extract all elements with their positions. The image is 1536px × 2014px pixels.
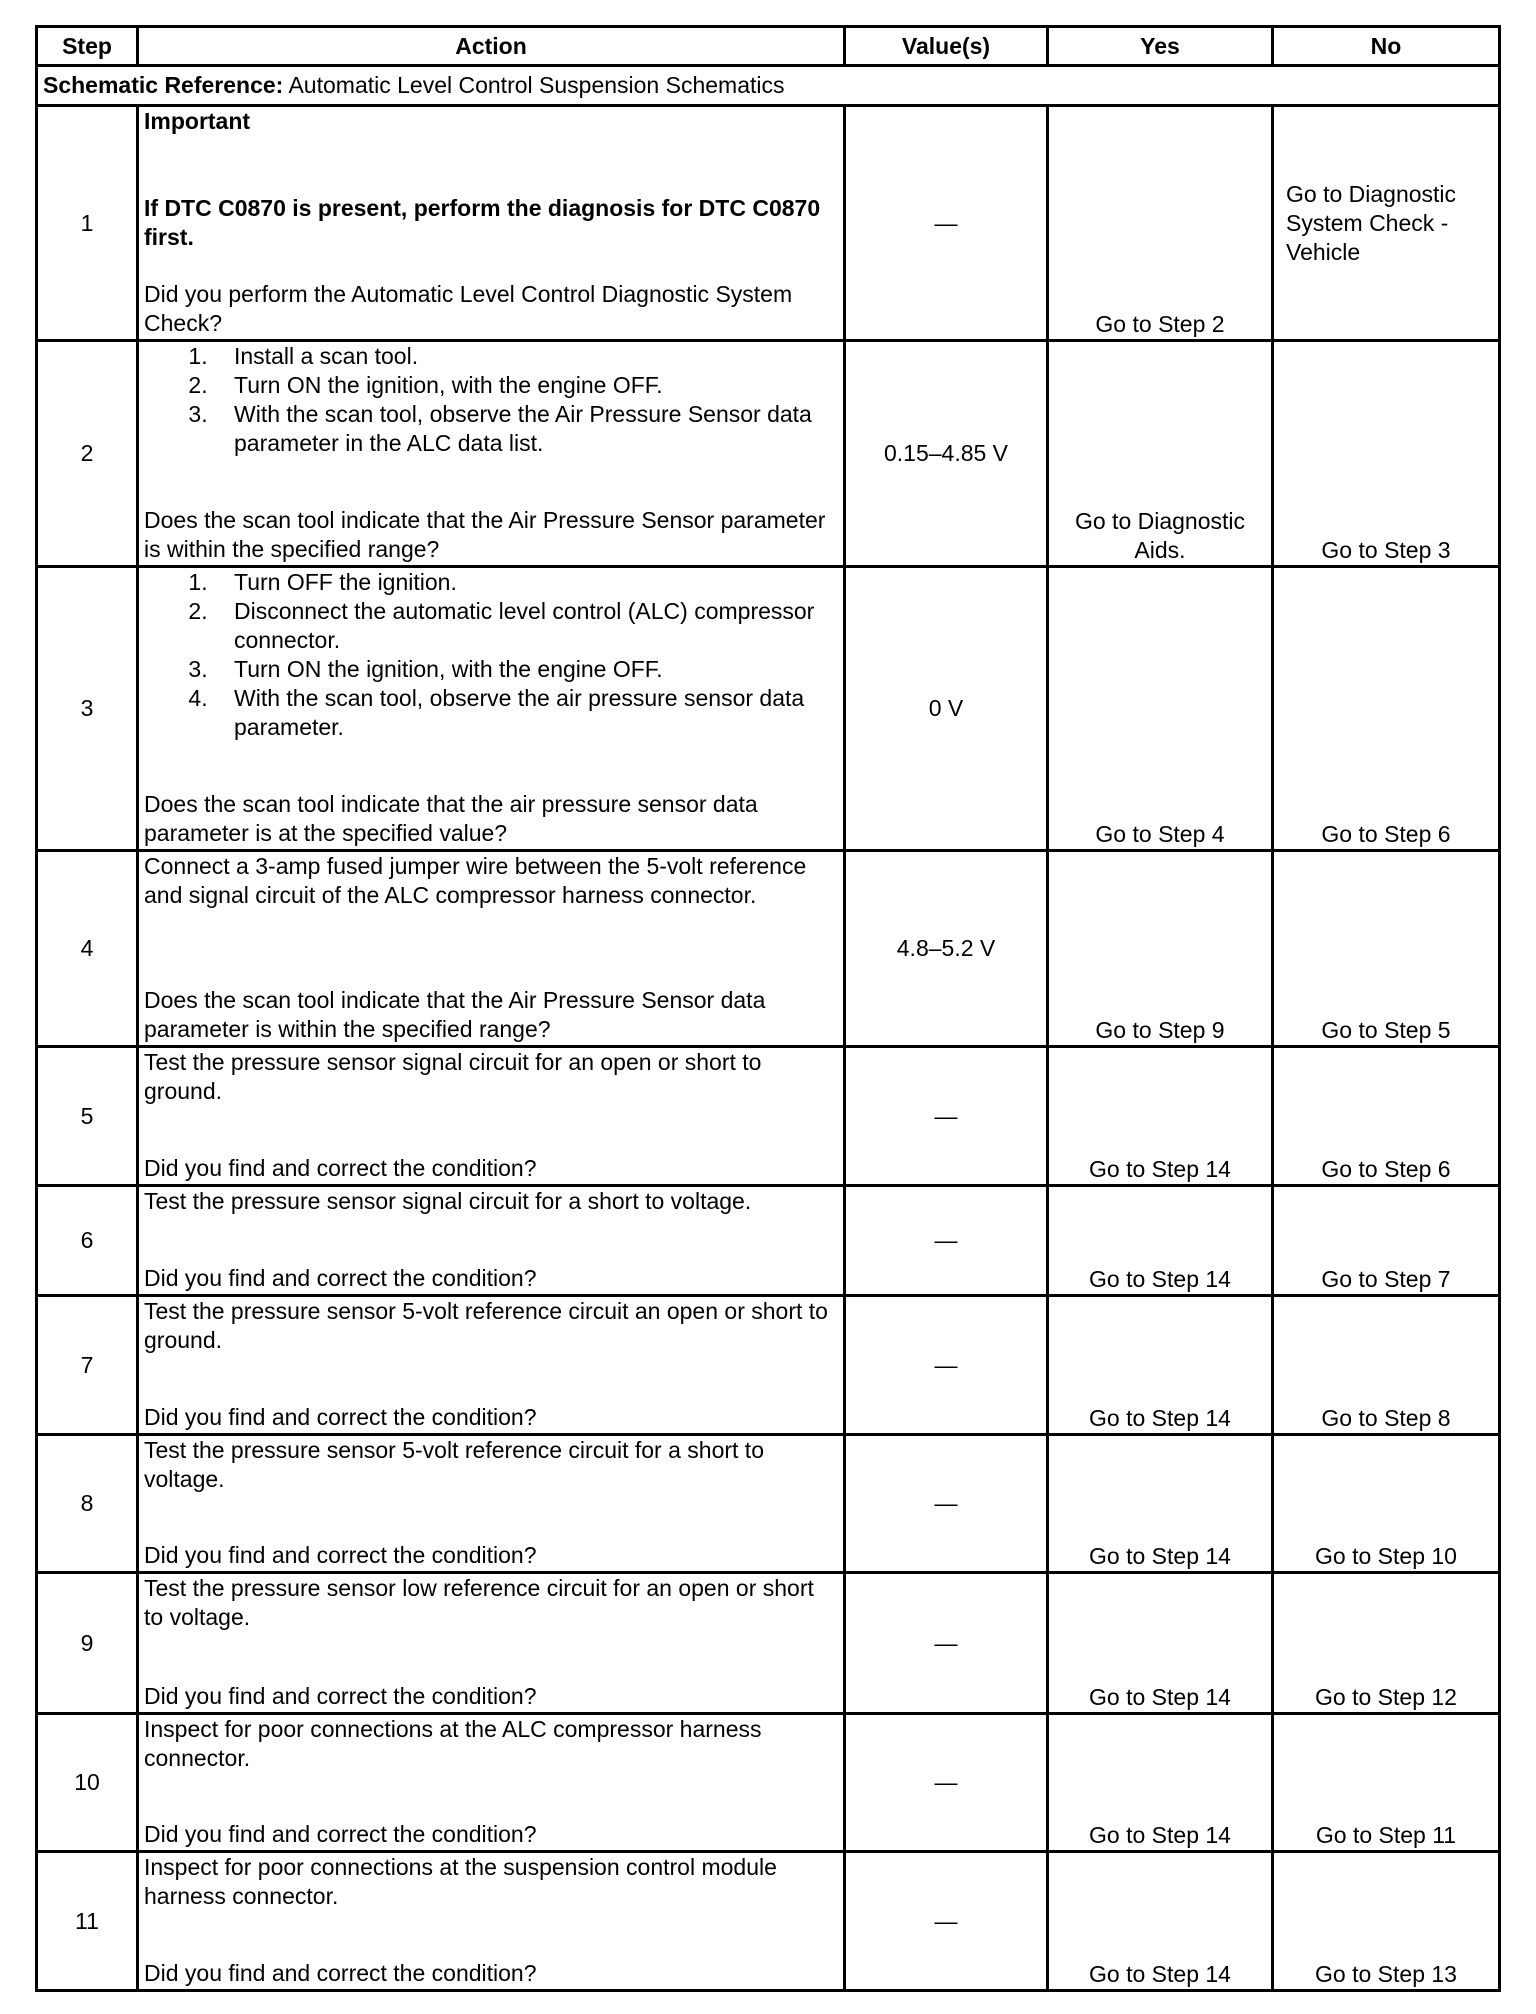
no-link[interactable]: Go to Step 10	[1273, 1435, 1500, 1573]
procedure-step: 1. Install a scan tool.	[214, 342, 838, 371]
table-row	[37, 1714, 1500, 1852]
action-cell	[138, 1186, 845, 1296]
action-cell	[138, 106, 845, 341]
value-cell: —	[845, 1186, 1048, 1296]
value-cell: 0 V	[845, 567, 1048, 851]
value-cell: —	[845, 1047, 1048, 1186]
header-no: No	[1273, 27, 1500, 66]
action-question: Did you find and correct the condition?	[144, 1155, 537, 1181]
action-cell	[138, 567, 845, 851]
value-cell: 4.8–5.2 V	[845, 851, 1048, 1047]
value-cell: —	[845, 106, 1048, 341]
yes-link[interactable]: Go to Step 14	[1048, 1573, 1273, 1714]
yes-link[interactable]: Go to Diagnostic Aids.	[1048, 341, 1273, 567]
header-action: Action	[138, 27, 845, 66]
step-number: 8	[37, 1435, 138, 1573]
value-cell: 0.15–4.85 V	[845, 341, 1048, 567]
step-number: 2	[37, 341, 138, 567]
schematic-row	[37, 66, 1500, 106]
procedure-step: 3. With the scan tool, observe the Air Pressure Sensor data parameter in the ALC data list.	[214, 400, 838, 458]
procedure-step: 2. Turn ON the ignition, with the engine OFF.	[214, 371, 838, 400]
table-row	[37, 1573, 1500, 1714]
schematic-reference	[37, 66, 1500, 106]
action-cell	[138, 1047, 845, 1186]
table-row	[37, 1047, 1500, 1186]
step-number: 10	[37, 1714, 138, 1852]
header-step: Step	[37, 27, 138, 66]
schematic-label: Schematic Reference:	[43, 72, 284, 98]
step-number: 1	[37, 106, 138, 341]
action-question: Does the scan tool indicate that the Air Pressure Sensor data parameter is within the specified range?	[144, 987, 766, 1042]
no-link[interactable]: Go to Step 3	[1273, 341, 1500, 567]
yes-link[interactable]: Go to Step 14	[1048, 1714, 1273, 1852]
important-label: Important	[144, 108, 251, 134]
important-note: If DTC C0870 is present, perform the diagnosis for DTC C0870 first.	[144, 195, 821, 250]
action-instruction: Inspect for poor connections at the ALC compressor harness connector.	[144, 1716, 762, 1771]
procedure-list	[144, 342, 838, 458]
step-number: 4	[37, 851, 138, 1047]
action-instruction: Inspect for poor connections at the suspension control module harness connector.	[144, 1854, 777, 1909]
table-row	[37, 106, 1500, 341]
yes-link[interactable]: Go to Step 2	[1048, 106, 1273, 341]
table-row	[37, 567, 1500, 851]
no-link[interactable]: Go to Step 8	[1273, 1296, 1500, 1435]
action-cell	[138, 1714, 845, 1852]
table-row	[37, 1435, 1500, 1573]
action-cell	[138, 1435, 845, 1573]
header-yes: Yes	[1048, 27, 1273, 66]
action-question: Did you find and correct the condition?	[144, 1542, 537, 1568]
step-number: 6	[37, 1186, 138, 1296]
procedure-step: 2. Disconnect the automatic level control (ALC) compressor connector.	[214, 597, 838, 655]
action-instruction: Connect a 3-amp fused jumper wire between the 5-volt reference and signal circuit of the ALC compressor harness connector.	[144, 853, 807, 908]
yes-link[interactable]: Go to Step 14	[1048, 1852, 1273, 1991]
step-number: 7	[37, 1296, 138, 1435]
action-question: Did you find and correct the condition?	[144, 1265, 537, 1291]
no-link[interactable]: Go to Step 6	[1273, 1047, 1500, 1186]
no-link[interactable]: Go to Step 12	[1273, 1573, 1500, 1714]
diagnostic-table	[35, 25, 1501, 1992]
step-number: 5	[37, 1047, 138, 1186]
header-row	[37, 27, 1500, 66]
yes-link[interactable]: Go to Step 14	[1048, 1047, 1273, 1186]
value-cell: —	[845, 1296, 1048, 1435]
procedure-step: 3. Turn ON the ignition, with the engine OFF.	[214, 655, 838, 684]
value-cell: —	[845, 1435, 1048, 1573]
action-instruction: Test the pressure sensor 5-volt reference circuit an open or short to ground.	[144, 1298, 828, 1353]
action-cell	[138, 851, 845, 1047]
no-link[interactable]: Go to Step 6	[1273, 567, 1500, 851]
value-cell: —	[845, 1714, 1048, 1852]
step-number: 9	[37, 1573, 138, 1714]
step-number: 11	[37, 1852, 138, 1991]
value-cell: —	[845, 1852, 1048, 1991]
action-question: Did you find and correct the condition?	[144, 1960, 537, 1986]
table-row	[37, 851, 1500, 1047]
action-question: Does the scan tool indicate that the Air Pressure Sensor parameter is within the specified range?	[144, 507, 826, 562]
action-question: Did you find and correct the condition?	[144, 1683, 537, 1709]
yes-link[interactable]: Go to Step 4	[1048, 567, 1273, 851]
action-question: Did you find and correct the condition?	[144, 1404, 537, 1430]
action-instruction: Test the pressure sensor signal circuit for an open or short to ground.	[144, 1049, 762, 1104]
action-question: Does the scan tool indicate that the air pressure sensor data parameter is at the specified value?	[144, 791, 758, 846]
action-cell	[138, 1852, 845, 1991]
table-row	[37, 1296, 1500, 1435]
no-link[interactable]: Go to Diagnostic System Check - Vehicle	[1273, 106, 1500, 341]
action-instruction: Test the pressure sensor low reference circuit for an open or short to voltage.	[144, 1575, 814, 1630]
table-row	[37, 341, 1500, 567]
procedure-list	[144, 568, 838, 742]
yes-link[interactable]: Go to Step 14	[1048, 1186, 1273, 1296]
procedure-step: 4. With the scan tool, observe the air pressure sensor data parameter.	[214, 684, 838, 742]
step-number: 3	[37, 567, 138, 851]
action-cell	[138, 1296, 845, 1435]
no-link[interactable]: Go to Step 11	[1273, 1714, 1500, 1852]
header-values: Value(s)	[845, 27, 1048, 66]
action-instruction: Test the pressure sensor 5-volt reference circuit for a short to voltage.	[144, 1437, 764, 1492]
action-question: Did you perform the Automatic Level Control Diagnostic System Check?	[144, 281, 793, 336]
procedure-step: 1. Turn OFF the ignition.	[214, 568, 838, 597]
yes-link[interactable]: Go to Step 14	[1048, 1435, 1273, 1573]
value-cell: —	[845, 1573, 1048, 1714]
table-row	[37, 1186, 1500, 1296]
action-cell	[138, 341, 845, 567]
action-cell	[138, 1573, 845, 1714]
no-link[interactable]: Go to Step 13	[1273, 1852, 1500, 1991]
yes-link[interactable]: Go to Step 9	[1048, 851, 1273, 1047]
yes-link[interactable]: Go to Step 14	[1048, 1296, 1273, 1435]
schematic-link[interactable]: Automatic Level Control Suspension Schematics	[283, 72, 785, 98]
action-instruction: Test the pressure sensor signal circuit for a short to voltage.	[144, 1188, 752, 1214]
no-link[interactable]: Go to Step 5	[1273, 851, 1500, 1047]
action-question: Did you find and correct the condition?	[144, 1821, 537, 1847]
table-row	[37, 1852, 1500, 1991]
no-link[interactable]: Go to Step 7	[1273, 1186, 1500, 1296]
